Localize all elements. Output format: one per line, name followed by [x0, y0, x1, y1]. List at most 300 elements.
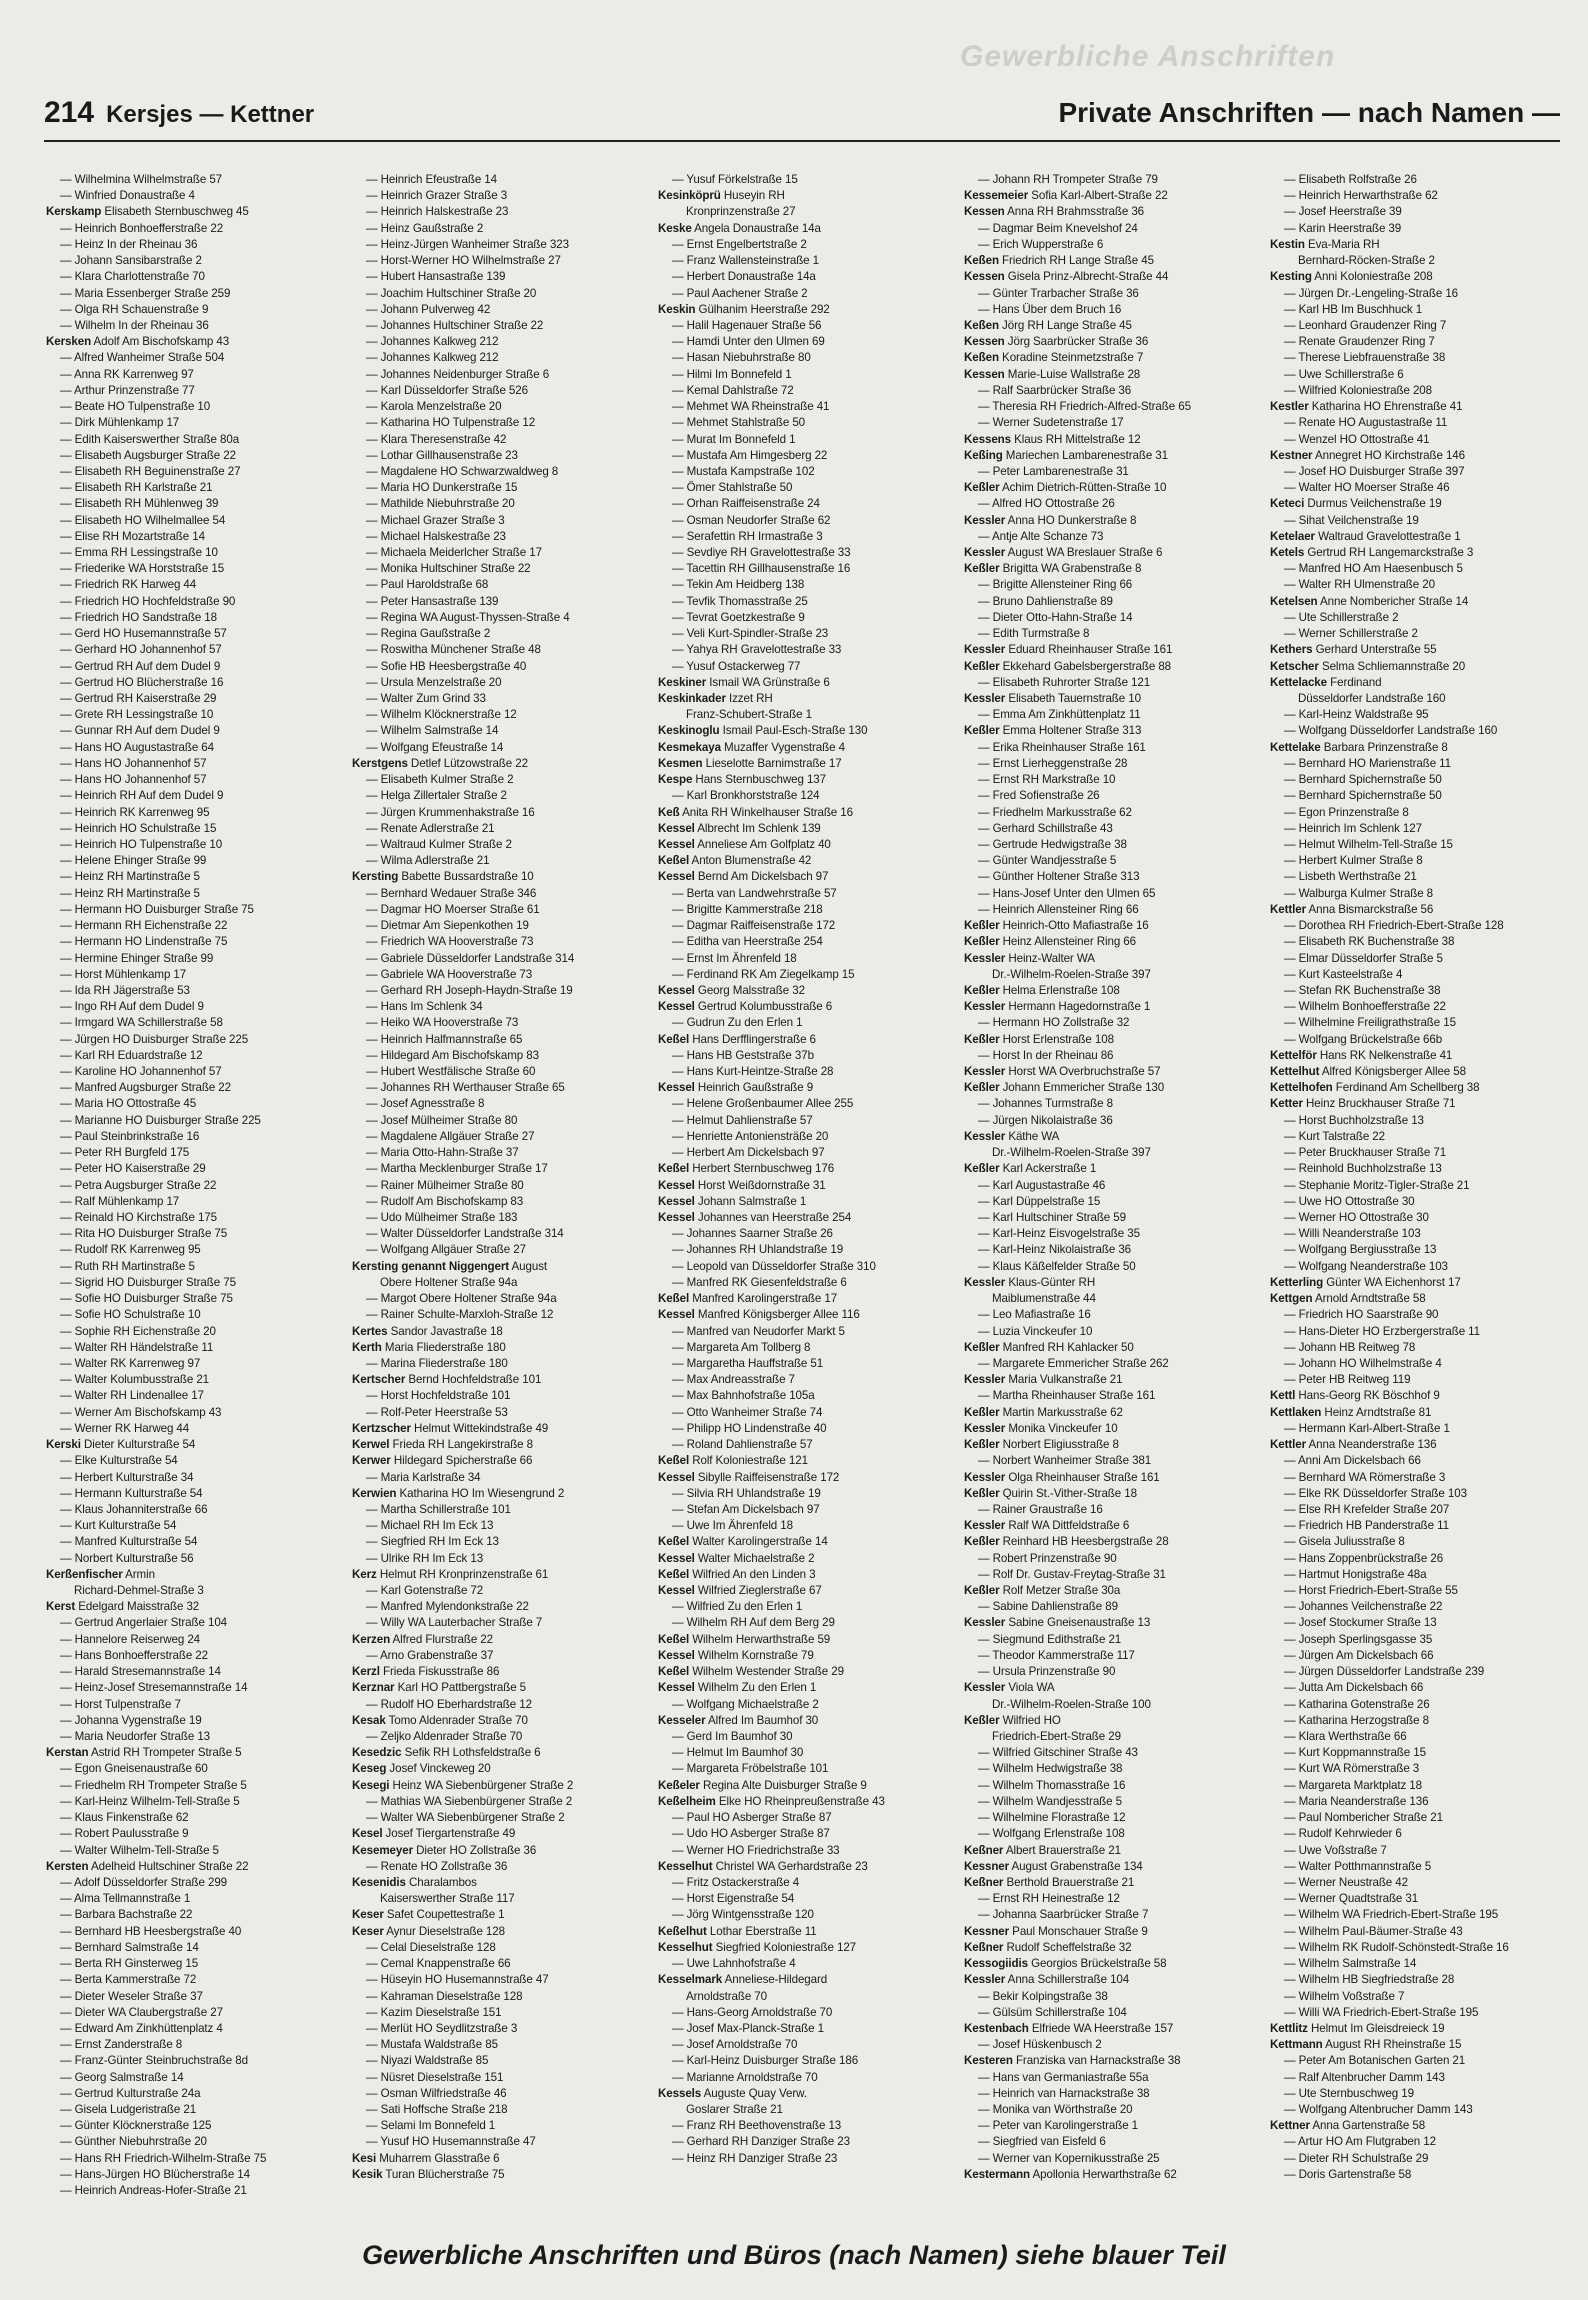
- listing-sub-entry: — Hannelore Reiserweg 24: [60, 1632, 201, 1646]
- listing-sub-entry: — Margareta Am Tollberg 8: [672, 1340, 811, 1354]
- listing-entry: Kettelför Hans RK Nelkenstraße 41: [1270, 1048, 1453, 1062]
- listing-sub-entry: — Gerhard RH Danziger Straße 23: [672, 2135, 850, 2149]
- listing-sub-entry: — Wolfgang Michaelstraße 2: [672, 1697, 819, 1711]
- footer-note: Gewerbliche Anschriften und Büros (nach Namen) siehe blauer Teil: [362, 2240, 1226, 2270]
- listing-sub-entry: — Hasan Niebuhrstraße 80: [672, 351, 811, 365]
- listing-sub-entry: — Jürgen Krummenhakstraße 16: [366, 805, 535, 819]
- listing-sub-entry: — Horst Mühlenkamp 17: [60, 967, 187, 981]
- family-name: Kesik: [352, 2167, 383, 2181]
- listing-sub-entry: — Osman Wilfriedstraße 46: [366, 2086, 507, 2100]
- listing-entry: Kersken Adolf Am Bischofskamp 43: [46, 335, 230, 349]
- listing-sub-entry: — Ida RH Jägerstraße 53: [60, 983, 190, 997]
- listing-entry: Kessler August WA Breslauer Straße 6: [964, 546, 1163, 560]
- listing-entry: Kessel Wilhelm Zu den Erlen 1: [658, 1681, 817, 1695]
- listing-entry: Kessel Bernd Am Dickelsbach 97: [658, 870, 829, 884]
- listing-sub-entry: — Sabine Dahlienstraße 89: [978, 1600, 1118, 1614]
- listing-entry-continuation: Richard-Dehmel-Straße 3: [74, 1584, 204, 1598]
- listing-sub-entry: — Hans HO Johannenhof 57: [60, 756, 207, 770]
- listing-entry: Keskinoglu Ismail Paul-Esch-Straße 130: [658, 724, 868, 738]
- family-name: Kestner: [1270, 448, 1313, 462]
- listing-sub-entry: — Josef Heerstraße 39: [1284, 205, 1402, 219]
- family-name: Kessel: [658, 1551, 695, 1565]
- listing-sub-entry: — Alma Tellmannstraße 1: [60, 1892, 191, 1906]
- listing-sub-entry: — Klara Theresenstraße 42: [366, 432, 507, 446]
- listing-sub-entry: — Elisabeth RH Mühlenweg 39: [60, 497, 219, 511]
- listing-sub-entry: — Heinrich van Harnackstraße 38: [978, 2086, 1150, 2100]
- listing-entry: Kettmann August RH Rheinstraße 15: [1270, 2038, 1462, 2052]
- listing-sub-entry: — Hans-Georg Arnoldstraße 70: [672, 2005, 833, 2019]
- listing-sub-entry: — Magdalene HO Schwarzwaldweg 8: [366, 464, 559, 478]
- family-name: Kettlaken: [1270, 1405, 1322, 1419]
- listing-entry-continuation: Franz-Schubert-Straße 1: [686, 708, 812, 722]
- listing-sub-entry: — Elisabeth HO Wilhelmallee 54: [60, 513, 226, 527]
- listing-sub-entry: — Renate Graudenzer Ring 7: [1284, 335, 1435, 349]
- listing-sub-entry: — Philipp HO Lindenstraße 40: [672, 1421, 827, 1435]
- family-name: Kerth: [352, 1340, 382, 1354]
- listing-sub-entry: — Sofie HO Schulstraße 10: [60, 1308, 201, 1322]
- listing-sub-entry: — Heinz In der Rheinau 36: [60, 237, 198, 251]
- listing-sub-entry: — Heinrich HO Schulstraße 15: [60, 821, 217, 835]
- listing-entry: Kettl Hans-Georg RK Böschhof 9: [1270, 1389, 1440, 1403]
- family-name: Kesmekaya: [658, 740, 721, 754]
- listing-entry: Keßler Achim Dietrich-Rütten-Straße 10: [964, 481, 1167, 495]
- listing-sub-entry: — Theresia RH Friedrich-Alfred-Straße 65: [978, 400, 1191, 414]
- family-name: Keßel: [658, 1162, 690, 1176]
- family-name: Kessler: [964, 1421, 1006, 1435]
- listing-entry: Keßler Rolf Metzer Straße 30a: [964, 1584, 1121, 1598]
- listing-sub-entry: — Heinz RH Martinstraße 5: [60, 870, 200, 884]
- listing-entry: Kerstan Astrid RH Trompeter Straße 5: [46, 1746, 242, 1760]
- family-name: Kessel: [658, 1681, 695, 1695]
- listing-sub-entry: — Hermann Kulturstraße 54: [60, 1486, 203, 1500]
- page-header: [44, 96, 1560, 142]
- listing-sub-entry: — Hans HO Augustastraße 64: [60, 740, 214, 754]
- listing-entry: Kesedzic Sefik RH Lothsfeldstraße 6: [352, 1746, 541, 1760]
- listing-sub-entry: — Bruno Dahlienstraße 89: [978, 594, 1113, 608]
- listing-sub-entry: — Herbert Donaustraße 14a: [672, 270, 816, 284]
- listing-entry: Keßel Rolf Koloniestraße 121: [658, 1454, 808, 1468]
- listing-sub-entry: — Yusuf HO Husemannstraße 47: [366, 2135, 536, 2149]
- listing-sub-entry: — Emma Am Zinkhüttenplatz 11: [978, 708, 1141, 722]
- family-name: Kerzen: [352, 1632, 391, 1646]
- family-name: Kessler: [964, 546, 1006, 560]
- listing-entry: Keßler Emma Holtener Straße 313: [964, 724, 1142, 738]
- family-name: Keßel: [658, 1567, 690, 1581]
- listing-sub-entry: — Renate HO Augustastraße 11: [1284, 416, 1448, 430]
- family-name: Kessel: [658, 1081, 695, 1095]
- listing-entry: Kettgen Arnold Arndtstraße 58: [1270, 1292, 1426, 1306]
- listing-sub-entry: — Yusuf Förkelstraße 15: [672, 173, 798, 186]
- listing-entry-continuation: Dr.-Wilhelm-Roelen-Straße 397: [992, 967, 1151, 981]
- listing-sub-entry: — Johann Sansibarstraße 2: [60, 254, 202, 268]
- listing-entry: Kettler Anna Neanderstraße 136: [1270, 1438, 1437, 1452]
- listing-sub-entry: — Franz Wallensteinstraße 1: [672, 254, 819, 268]
- section-title: Private Anschriften — nach Namen —: [1058, 97, 1560, 128]
- listing-sub-entry: — Helmut Im Baumhof 30: [672, 1746, 804, 1760]
- listing-sub-entry: — Herbert Am Dickelsbach 97: [672, 1146, 825, 1160]
- listing-sub-entry: — Gertrud RH Auf dem Dudel 9: [60, 659, 221, 673]
- listing-sub-entry: — Horst Friedrich-Ebert-Straße 55: [1284, 1584, 1458, 1598]
- listing-sub-entry: — Magdalene Allgäuer Straße 27: [366, 1129, 535, 1143]
- listing-sub-entry: — Werner Sudetenstraße 17: [978, 416, 1124, 430]
- listing-sub-entry: — Paul Aachener Straße 2: [672, 286, 808, 300]
- listing-sub-entry: — Dieter Weseler Straße 37: [60, 1989, 203, 2003]
- listing-sub-entry: — Leopold van Düsseldorfer Straße 310: [672, 1259, 876, 1273]
- listing-sub-entry: — Hans-Josef Unter den Ulmen 65: [978, 886, 1156, 900]
- listing-sub-entry: — Renate Adlerstraße 21: [366, 821, 495, 835]
- listing-entry: Kettlaken Heinz Arndtstraße 81: [1270, 1405, 1432, 1419]
- family-name: Kerzl: [352, 1665, 380, 1679]
- listing-entry: Kerstgens Detlef Lützowstraße 22: [352, 756, 528, 770]
- listing-sub-entry: — Yusuf Ostackerweg 77: [672, 659, 801, 673]
- listing-sub-entry: — Mathilde Niebuhrstraße 20: [366, 497, 515, 511]
- listing-entry: Kessel Anneliese Am Golfplatz 40: [658, 837, 831, 851]
- listing-sub-entry: — Johannes Veilchenstraße 22: [1284, 1600, 1443, 1614]
- listing-column-2: [352, 172, 648, 2181]
- family-name: Keß: [658, 805, 680, 819]
- listing-sub-entry: — Leo Mafiastraße 16: [978, 1308, 1091, 1322]
- listing-sub-entry: — Sofie HB Heesbergstraße 40: [366, 659, 527, 673]
- listing-sub-entry: — Roland Dahlienstraße 57: [672, 1438, 813, 1452]
- listing-sub-entry: — Johanna Saarbrücker Straße 7: [978, 1908, 1149, 1922]
- listing-sub-entry: — Heinz RH Danziger Straße 23: [672, 2151, 838, 2165]
- listing-sub-entry: — Berta van Landwehrstraße 57: [672, 886, 837, 900]
- family-name: Ketscher: [1270, 659, 1319, 673]
- listing-sub-entry: — Hermann Karl-Albert-Straße 1: [1284, 1421, 1450, 1435]
- listing-entry: Keßel Anton Blumenstraße 42: [658, 854, 812, 868]
- listing-sub-entry: — Marina Fliederstraße 180: [366, 1356, 508, 1370]
- listing-sub-entry: — Dagmar Beim Knevelshof 24: [978, 221, 1138, 235]
- listing-sub-entry: — Gabriele Düsseldorfer Landstraße 314: [366, 951, 575, 965]
- listing-sub-entry: — Gudrun Zu den Erlen 1: [672, 1016, 803, 1030]
- listing-sub-entry: — Helene Ehinger Straße 99: [60, 854, 207, 868]
- listing-sub-entry: — Werner Schillerstraße 2: [1284, 627, 1418, 641]
- listing-sub-entry: — Siegmund Edithstraße 21: [978, 1632, 1122, 1646]
- listing-sub-entry: — Peter Am Botanischen Garten 21: [1284, 2054, 1466, 2068]
- family-name: Kessel: [658, 1194, 695, 1208]
- family-name: Kessens: [964, 432, 1011, 446]
- listing-sub-entry: — Heinrich Herwarthstraße 62: [1284, 189, 1438, 203]
- listing-sub-entry: — Wilhelm Klöcknerstraße 12: [366, 708, 517, 722]
- listing-sub-entry: — Norbert Wanheimer Straße 381: [978, 1454, 1152, 1468]
- listing-entry: Keser Safet Coupettestraße 1: [352, 1908, 505, 1922]
- listing-sub-entry: — Kahraman Dieselstraße 128: [366, 1989, 523, 2003]
- listing-sub-entry: — Friedrich HB Panderstraße 11: [1284, 1519, 1449, 1533]
- family-name: Kessel: [658, 983, 695, 997]
- listing-sub-entry: — Elmar Düsseldorfer Straße 5: [1284, 951, 1443, 965]
- listing-sub-entry: — Gertrud HO Blücherstraße 16: [60, 675, 224, 689]
- listing-sub-entry: — Antje Alte Schanze 73: [978, 529, 1104, 543]
- listing-sub-entry: — Jürgen Am Dickelsbach 66: [1284, 1648, 1434, 1662]
- listing-sub-entry: — Ute Schillerstraße 2: [1284, 610, 1399, 624]
- bleed-through-text: Gewerbliche Anschriften: [960, 40, 1336, 73]
- listing-sub-entry: — Hans van Germaniastraße 55a: [978, 2070, 1149, 2084]
- family-name: Kettelhut: [1270, 1065, 1320, 1079]
- listing-entry: Kessel Johannes van Heerstraße 254: [658, 1211, 852, 1224]
- listing-sub-entry: — Fritz Ostackerstraße 4: [672, 1875, 800, 1889]
- family-name: Kersken: [46, 335, 92, 349]
- listing-sub-entry: — Dorothea RH Friedrich-Ebert-Straße 128: [1284, 919, 1504, 933]
- listing-sub-entry: — Ernst Lierheggenstraße 28: [978, 756, 1128, 770]
- listing-sub-entry: — Friederike WA Horststraße 15: [60, 562, 225, 576]
- family-name: Kessler: [964, 951, 1006, 965]
- listing-sub-entry: — Elisabeth Ruhrorter Straße 121: [978, 675, 1151, 689]
- listing-sub-entry: — Ralf Saarbrücker Straße 36: [978, 383, 1132, 397]
- listing-sub-entry: — Reinhold Buchholzstraße 13: [1284, 1162, 1442, 1176]
- family-name: Kessel: [658, 870, 695, 884]
- listing-sub-entry: — Gerhard HO Johannenhof 57: [60, 643, 222, 657]
- listing-sub-entry: — Joseph Sperlingsgasse 35: [1284, 1632, 1433, 1646]
- listing-sub-entry: — Heinrich Bonhoefferstraße 22: [60, 221, 224, 235]
- listing-sub-entry: — Walter WA Siebenbürgener Straße 2: [366, 1811, 565, 1825]
- listing-sub-entry: — Dietmar Am Siepenkothen 19: [366, 919, 529, 933]
- listing-entry: Kerski Dieter Kulturstraße 54: [46, 1438, 196, 1452]
- family-name: Keßler: [964, 1032, 1000, 1046]
- listing-entry: Kertzscher Helmut Wittekindstraße 49: [352, 1421, 549, 1435]
- family-name: Ketelaer: [1270, 529, 1315, 543]
- listing-sub-entry: — Uwe Im Ährenfeld 18: [672, 1519, 793, 1533]
- family-name: Keßler: [964, 919, 1000, 933]
- listing-sub-entry: — Hans-Jürgen HO Blücherstraße 14: [60, 2167, 251, 2181]
- listing-entry: Kessler Hermann Hagedornstraße 1: [964, 1000, 1151, 1014]
- listing-sub-entry: — Erich Wupperstraße 6: [978, 237, 1104, 251]
- name-range: Kersjes — Kettner: [106, 101, 315, 128]
- listing-sub-entry: — Rainer Graustraße 16: [978, 1502, 1103, 1516]
- listing-entry: Keskiner Ismail WA Grünstraße 6: [658, 675, 830, 689]
- listing-entry: Keßler Helma Erlenstraße 108: [964, 983, 1120, 997]
- listing-entry: Kesteren Franziska van Harnackstraße 38: [964, 2054, 1181, 2068]
- listing-sub-entry: — Friedrich HO Saarstraße 90: [1284, 1308, 1439, 1322]
- listing-sub-entry: — Waltraud Kulmer Straße 2: [366, 837, 512, 851]
- listing-sub-entry: — Margot Obere Holtener Straße 94a: [366, 1292, 557, 1306]
- listing-entry: Kerzl Frieda Fiskusstraße 86: [352, 1665, 500, 1679]
- listing-entry: Kesemeyer Dieter HO Zollstraße 36: [352, 1843, 537, 1857]
- listing-sub-entry: — Hermann HO Duisburger Straße 75: [60, 902, 254, 916]
- listing-entry: Kesmen Lieselotte Barnimstraße 17: [658, 756, 842, 770]
- listing-sub-entry: — Horst Tulpenstraße 7: [60, 1697, 181, 1711]
- listing-sub-entry: — Bekir Kolpingstraße 38: [978, 1989, 1108, 2003]
- family-name: Keßner: [964, 1940, 1004, 1954]
- listing-entry-continuation: Maiblumenstraße 44: [992, 1292, 1096, 1306]
- family-name: Kessen: [964, 205, 1005, 219]
- family-name: Kessemeier: [964, 189, 1029, 203]
- listing-entry: Keßler Ekkehard Gabelsbergerstraße 88: [964, 659, 1172, 673]
- listing-sub-entry: — Hans HO Johannenhof 57: [60, 773, 207, 787]
- listing-sub-entry: — Horst Hochfeldstraße 101: [366, 1389, 511, 1403]
- family-name: Kertscher: [352, 1373, 406, 1387]
- listing-entry: Kesselmark Anneliese-Hildegard: [658, 1973, 828, 1987]
- listing-sub-entry: — Hamdi Unter den Ulmen 69: [672, 335, 825, 349]
- listing-sub-entry: — Tacettin RH Gillhausenstraße 16: [672, 562, 851, 576]
- family-name: Ketelsen: [1270, 594, 1318, 608]
- listing-sub-entry: — Klara Charlottenstraße 70: [60, 270, 205, 284]
- listing-sub-entry: — Bernhard HB Heesbergstraße 40: [60, 1924, 242, 1938]
- listing-sub-entry: — Rudolf RK Karrenweg 95: [60, 1243, 201, 1257]
- listing-sub-entry: — Josef Arnoldstraße 70: [672, 2038, 798, 2052]
- listing-sub-entry: — Josef Mülheimer Straße 80: [366, 1113, 518, 1127]
- listing-sub-entry: — Katharina Herzogstraße 8: [1284, 1713, 1429, 1727]
- listing-sub-entry: — Halil Hagenauer Straße 56: [672, 318, 822, 332]
- family-name: Kessogiidis: [964, 1957, 1028, 1971]
- family-name: Kessler: [964, 1470, 1006, 1484]
- family-name: Keßeler: [658, 1778, 700, 1792]
- listing-entry: Kesseler Alfred Im Baumhof 30: [658, 1713, 819, 1727]
- listing-sub-entry: — Heinz-Josef Stresemannstraße 14: [60, 1681, 248, 1695]
- listing-sub-entry: — Kurt Talstraße 22: [1284, 1129, 1385, 1143]
- listing-entry: Keßler Norbert Eligiusstraße 8: [964, 1438, 1119, 1452]
- family-name: Kerwel: [352, 1438, 390, 1452]
- listing-entry: Kettner Anna Gartenstraße 58: [1270, 2119, 1426, 2133]
- family-name: Kesselhut: [658, 1940, 713, 1954]
- family-name: Keske: [658, 221, 692, 235]
- family-name: Kessel: [658, 1470, 695, 1484]
- listing-entry: Ketscher Selma Schliemannstraße 20: [1270, 659, 1466, 673]
- listing-sub-entry: — Maria Essenberger Straße 259: [60, 286, 231, 300]
- listing-sub-entry: — Ernst Im Ährenfeld 18: [672, 951, 797, 965]
- listing-sub-entry: — Petra Augsburger Straße 22: [60, 1178, 217, 1192]
- listing-sub-entry: — Walter Potthmannstraße 5: [1284, 1859, 1432, 1873]
- listing-entry: Kessel Sibylle Raiffeisenstraße 172: [658, 1470, 840, 1484]
- listing-entry: Kessler Monika Vinckeufer 10: [964, 1421, 1118, 1435]
- listing-entry: Kessel Manfred Königsberger Allee 116: [658, 1308, 860, 1322]
- listing-entry: Kerst Edelgard Maisstraße 32: [46, 1600, 200, 1614]
- listing-sub-entry: — Doris Gartenstraße 58: [1284, 2167, 1412, 2181]
- listing-sub-entry: — Werner Am Bischofskamp 43: [60, 1405, 222, 1419]
- listing-sub-entry: — Klaus Finkenstraße 62: [60, 1811, 189, 1825]
- family-name: Keßel: [658, 1454, 690, 1468]
- family-name: Kessner: [964, 1859, 1010, 1873]
- listing-sub-entry: — Helmut Dahlienstraße 57: [672, 1113, 813, 1127]
- listing-sub-entry: — Werner HO Friedrichstraße 33: [672, 1843, 840, 1857]
- listing-sub-entry: — Silvia RH Uhlandstraße 19: [672, 1486, 821, 1500]
- listing-sub-entry: — Edward Am Zinkhüttenplatz 4: [60, 2021, 223, 2035]
- listing-sub-entry: — Heinz-Jürgen Wanheimer Straße 323: [366, 237, 569, 251]
- listing-sub-entry: — Walter HO Moerser Straße 46: [1284, 481, 1450, 495]
- listing-sub-entry: — Walter RK Karrenweg 97: [60, 1356, 201, 1370]
- listing-entry: Kesinköprü Huseyin RH: [658, 189, 785, 203]
- listing-sub-entry: — Gisela Juliusstraße 8: [1284, 1535, 1405, 1549]
- family-name: Keßler: [964, 562, 1000, 576]
- family-name: Kestenbach: [964, 2021, 1029, 2035]
- listing-sub-entry: — Karl-Heinz Wilhelm-Tell-Straße 5: [60, 1794, 240, 1808]
- listing-sub-entry: — Georg Salmstraße 14: [60, 2070, 184, 2084]
- listing-sub-entry: — Jürgen Dr.-Lengeling-Straße 16: [1284, 286, 1459, 300]
- family-name: Kessler: [964, 1973, 1006, 1987]
- listing-sub-entry: — Michael Grazer Straße 3: [366, 513, 505, 527]
- family-name: Keßler: [964, 983, 1000, 997]
- listing-sub-entry: — Heinrich Halskestraße 23: [366, 205, 509, 219]
- listing-entry: Keßler Wilfried HO: [964, 1713, 1061, 1727]
- listing-sub-entry: — Wolfgang Neanderstraße 103: [1284, 1259, 1448, 1273]
- listing-sub-entry: — Heinz RH Martinstraße 5: [60, 886, 200, 900]
- listing-sub-entry: — Bernhard Wedauer Straße 346: [366, 886, 537, 900]
- listing-sub-entry: — Willy WA Lauterbacher Straße 7: [366, 1616, 543, 1630]
- listing-sub-entry: — Josef Stockumer Straße 13: [1284, 1616, 1437, 1630]
- listing-sub-entry: — Gerd HO Husemannstraße 57: [60, 627, 227, 641]
- family-name: Kessel: [658, 1648, 695, 1662]
- listing-sub-entry: — Max Bahnhofstraße 105a: [672, 1389, 815, 1403]
- listing-sub-entry: — Walter Zum Grind 33: [366, 692, 486, 705]
- listing-sub-entry: — Michael RH Im Eck 13: [366, 1519, 494, 1533]
- listing-sub-entry: — Rolf-Peter Heerstraße 53: [366, 1405, 508, 1419]
- family-name: Kerßenfischer: [46, 1567, 123, 1581]
- listing-sub-entry: — Sihat Veilchenstraße 19: [1284, 513, 1419, 527]
- listing-sub-entry: — Jürgen Düsseldorfer Landstraße 239: [1284, 1665, 1485, 1679]
- listing-sub-entry: — Rainer Mülheimer Straße 80: [366, 1178, 524, 1192]
- family-name: Kesinköprü: [658, 189, 721, 203]
- listing-sub-entry: — Josef HO Duisburger Straße 397: [1284, 464, 1465, 478]
- listing-sub-entry: — Friedrich HO Sandstraße 18: [60, 610, 217, 624]
- listing-sub-entry: — Wolfgang Erlenstraße 108: [978, 1827, 1125, 1841]
- listing-entry: Kessen Gisela Prinz-Albrecht-Straße 44: [964, 270, 1169, 284]
- listing-entry: Kesegi Heinz WA Siebenbürgener Straße 2: [352, 1778, 574, 1792]
- listing-entry: Kertes Sandor Javastraße 18: [352, 1324, 503, 1338]
- listing-sub-entry: — Bernhard Spichernstraße 50: [1284, 773, 1442, 787]
- listing-entry: Keske Angela Donaustraße 14a: [658, 221, 821, 235]
- listing-sub-entry: — Wilhelmine Freiligrathstraße 15: [1284, 1016, 1456, 1030]
- listing-sub-entry: — Karl Bronkhorststraße 124: [672, 789, 820, 803]
- listing-sub-entry: — Margaretha Hauffstraße 51: [672, 1356, 824, 1370]
- listing-entry: Keß Anita RH Winkelhauser Straße 16: [658, 805, 853, 819]
- listing-entry-continuation: Goslarer Straße 21: [686, 2103, 783, 2117]
- listing-sub-entry: — Gerd Im Baumhof 30: [672, 1730, 793, 1743]
- listing-entry: Keßelheim Elke HO Rheinpreußenstraße 43: [658, 1794, 885, 1808]
- listing-entry: Keßel Hans Derfflingerstraße 6: [658, 1032, 816, 1046]
- family-name: Kessel: [658, 821, 695, 835]
- listing-sub-entry: — Wilhelm Wandjesstraße 5: [978, 1794, 1122, 1808]
- listing-sub-entry: — Orhan Raiffeisenstraße 24: [672, 497, 820, 511]
- family-name: Kettler: [1270, 902, 1307, 916]
- listing-sub-entry: — Gertrud RH Kaiserstraße 29: [60, 692, 217, 705]
- listing-sub-entry: — Wilhelmine Florastraße 12: [978, 1811, 1126, 1825]
- listing-sub-entry: — Hans-Dieter HO Erzbergerstraße 11: [1284, 1324, 1481, 1338]
- listing-entry: Keskin Gülhanim Heerstraße 292: [658, 302, 830, 316]
- listing-sub-entry: — Theodor Kammerstraße 117: [978, 1648, 1135, 1662]
- listing-sub-entry: — Karl Hultschiner Straße 59: [978, 1211, 1126, 1224]
- listing-entry: Kertscher Bernd Hochfeldstraße 101: [352, 1373, 542, 1387]
- listing-entry: Keßel Wilhelm Herwarthstraße 59: [658, 1632, 831, 1646]
- listing-sub-entry: — Elisabeth Kulmer Straße 2: [366, 773, 514, 787]
- listing-sub-entry: — Manfred Augsburger Straße 22: [60, 1081, 231, 1095]
- family-name: Kesi: [352, 2151, 377, 2165]
- listing-sub-entry: — Heinrich Efeustraße 14: [366, 173, 497, 186]
- listing-sub-entry: — Roswitha Münchener Straße 48: [366, 643, 541, 657]
- listing-sub-entry: — Maria HO Dunkerstraße 15: [366, 481, 518, 495]
- listing-sub-entry: — Arthur Prinzenstraße 77: [60, 383, 195, 397]
- family-name: Keßen: [964, 351, 999, 365]
- listing-entry: Kerzen Alfred Flurstraße 22: [352, 1632, 493, 1646]
- family-name: Kersten: [46, 1859, 89, 1873]
- listing-sub-entry: — Mustafa Kampstraße 102: [672, 464, 815, 478]
- family-name: Keskin: [658, 302, 696, 316]
- listing-sub-entry: — Wilhelm Thomasstraße 16: [978, 1778, 1126, 1792]
- listing-entry: Kessel Albrecht Im Schlenk 139: [658, 821, 821, 835]
- listing-entry: Kesting Anni Koloniestraße 208: [1270, 270, 1433, 284]
- listing-sub-entry: — Hilmi Im Bonnefeld 1: [672, 367, 792, 381]
- listing-sub-entry: — Tekin Am Heidberg 138: [672, 578, 805, 592]
- listing-sub-entry: — Marianne HO Duisburger Straße 225: [60, 1113, 261, 1127]
- family-name: Kessen: [964, 367, 1005, 381]
- listing-entry: Keßler Horst Erlenstraße 108: [964, 1032, 1114, 1046]
- listing-entry: Kessel Johann Salmstraße 1: [658, 1194, 807, 1208]
- family-name: Kessler: [964, 1616, 1006, 1630]
- listing-entry: Keßen Koradine Steinmetzstraße 7: [964, 351, 1144, 365]
- listing-sub-entry: — Gertrude Hedwigstraße 38: [978, 837, 1127, 851]
- family-name: Kesseler: [658, 1713, 706, 1727]
- listing-sub-entry: — Wilhelm Voßstraße 7: [1284, 1989, 1405, 2003]
- listing-entry: Keßner Albert Brauerstraße 21: [964, 1843, 1121, 1857]
- listing-sub-entry: — Heinrich Allensteiner Ring 66: [978, 902, 1139, 916]
